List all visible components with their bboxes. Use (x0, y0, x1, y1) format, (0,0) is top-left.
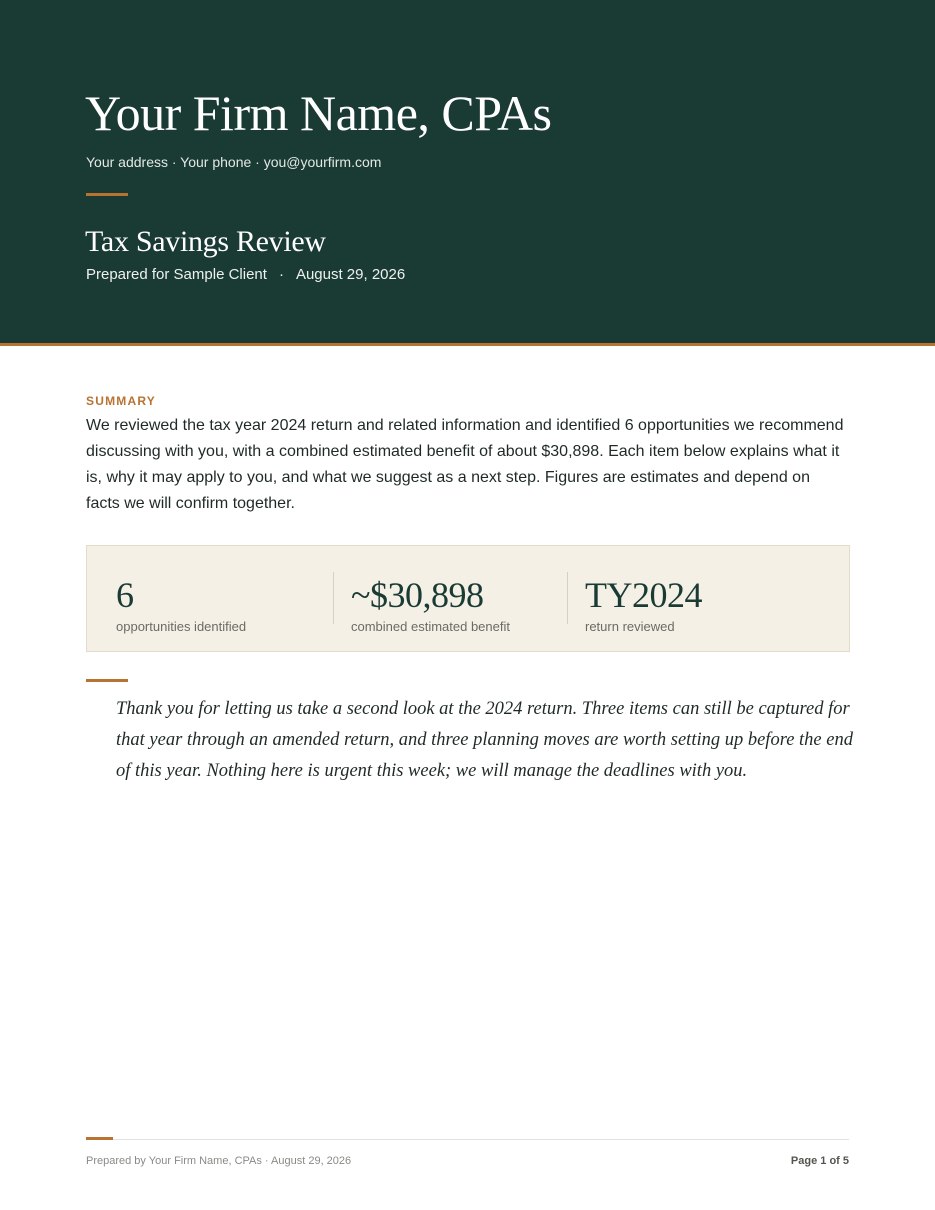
summary-label: SUMMARY (86, 394, 156, 408)
stat-value: 6 (116, 575, 134, 615)
footer-accent-rule (86, 1137, 113, 1140)
stat-value: ~$30,898 (351, 575, 484, 615)
stat-label: opportunities identified (116, 619, 247, 634)
prepared-for: Prepared for Sample Client (86, 266, 267, 283)
footer-prepared-by: Prepared by Your Firm Name, CPAs · August 29, 2026 (86, 1155, 352, 1167)
stat-value: TY2024 (585, 575, 702, 615)
stat-opportunities (116, 546, 333, 651)
meta-separator: · (278, 266, 284, 283)
summary-text: We reviewed the tax year 2024 return and related information and identified 6 opportunities we recommend discussing with you, with a combined estimated benefit of about $30,898. Each item below explains what it is, why it may apply to you, and what we suggest as a next step. Figures are estimates and depend on facts we will confirm together. (86, 417, 844, 512)
quote-accent-rule (86, 679, 128, 682)
page-number: Page 1 of 5 (790, 1155, 849, 1167)
firm-name: Your Firm Name, CPAs (85, 85, 552, 141)
personal-note: Thank you for letting us take a second look at the 2024 return. Three items can still be captured for that year through an amended return, and three planning moves are worth setting up before the end of this year. Nothing here is urgent this week; we will manage the deadlines with you. (116, 699, 853, 781)
footer-divider (86, 1139, 849, 1140)
stats-panel (86, 545, 850, 652)
document-title: Tax Savings Review (85, 225, 326, 258)
document-date: August 29, 2026 (295, 266, 406, 283)
stat-label: combined estimated benefit (351, 619, 510, 634)
header-accent-rule (86, 193, 128, 196)
stat-tax-year (567, 572, 817, 634)
firm-contact: Your address · Your phone · you@yourfirm.com (86, 154, 382, 170)
report-header (0, 0, 935, 346)
stat-label: return reviewed (585, 619, 675, 634)
document-meta (86, 265, 405, 285)
stat-benefit (333, 572, 567, 634)
